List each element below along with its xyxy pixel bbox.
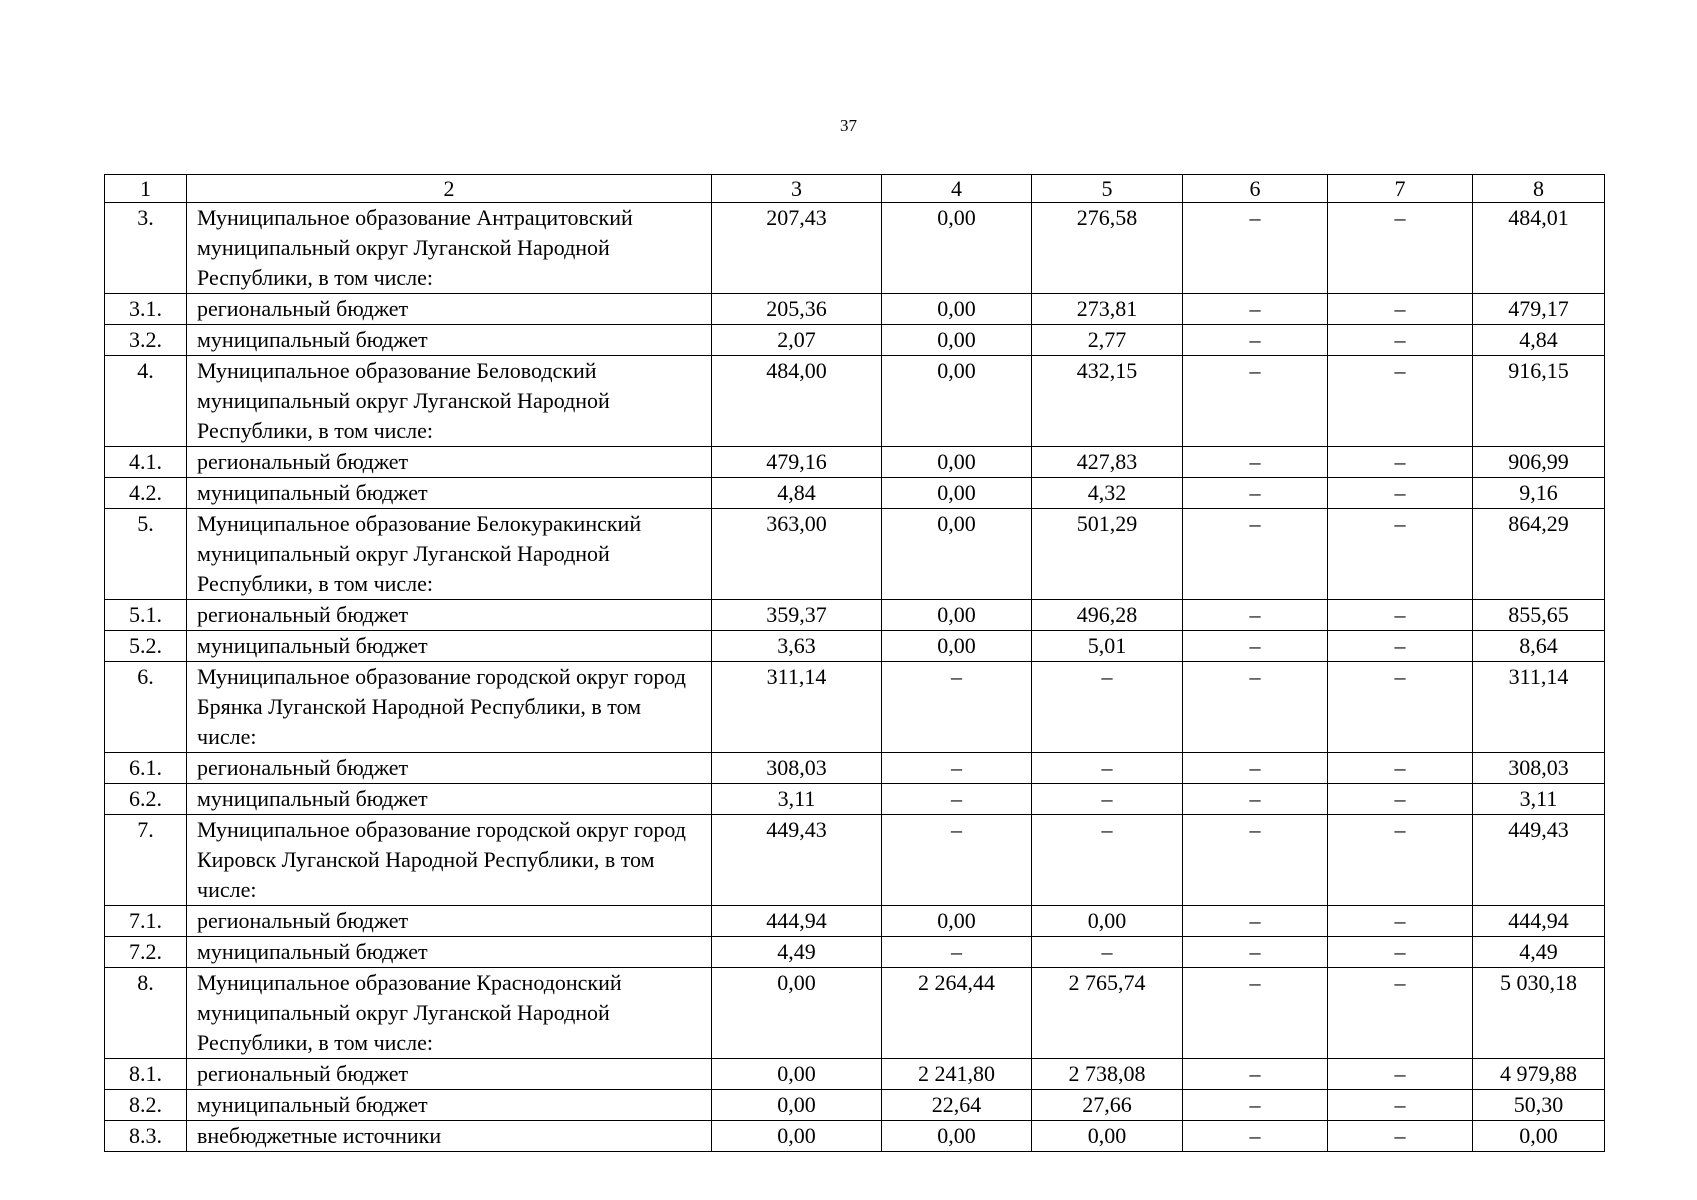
value-cell-col3: 0,00 [712,1090,882,1121]
value-cell-col4: 0,00 [882,294,1032,325]
table-row [105,600,1605,631]
row-number-cell: 5.2. [105,631,187,662]
row-name-cell: Муниципальное образование Беловодский муниципальный округ Луганской Народной Республики, в том числе: [187,356,712,447]
value-cell-col4: 22,64 [882,1090,1032,1121]
value-cell-col8: 311,14 [1473,662,1605,753]
value-cell-col3: 3,11 [712,784,882,815]
value-cell-col8: 4,84 [1473,325,1605,356]
value-cell-col7: – [1328,478,1473,509]
value-cell-col8: 444,94 [1473,906,1605,937]
value-cell-col8: 8,64 [1473,631,1605,662]
value-cell-col3: 207,43 [712,203,882,294]
value-cell-col4: – [882,753,1032,784]
value-cell-col5: 5,01 [1032,631,1183,662]
value-cell-col4: 0,00 [882,600,1032,631]
table-row [105,784,1605,815]
value-cell-col3: 0,00 [712,1059,882,1090]
row-number-cell: 8.2. [105,1090,187,1121]
value-cell-col5: – [1032,815,1183,906]
value-cell-col8: 0,00 [1473,1121,1605,1152]
row-name-cell: региональный бюджет [187,600,712,631]
value-cell-col8: 855,65 [1473,600,1605,631]
value-cell-col7: – [1328,753,1473,784]
value-cell-col6: – [1183,325,1328,356]
row-number-cell: 6. [105,662,187,753]
value-cell-col8: 484,01 [1473,203,1605,294]
value-cell-col6: – [1183,753,1328,784]
value-cell-col6: – [1183,1121,1328,1152]
value-cell-col7: – [1328,447,1473,478]
row-number-cell: 7. [105,815,187,906]
row-name-cell: муниципальный бюджет [187,1090,712,1121]
value-cell-col3: 484,00 [712,356,882,447]
value-cell-col7: – [1328,600,1473,631]
value-cell-col7: – [1328,203,1473,294]
budget-table [104,174,1605,1152]
value-cell-col6: – [1183,784,1328,815]
row-number-cell: 5. [105,509,187,600]
row-name-cell: Муниципальное образование Белокуракинский муниципальный округ Луганской Народной Республики, в том числе: [187,509,712,600]
table-row [105,662,1605,753]
value-cell-col3: 4,49 [712,937,882,968]
value-cell-col8: 864,29 [1473,509,1605,600]
value-cell-col4: 0,00 [882,631,1032,662]
table-row [105,631,1605,662]
row-name-cell: региональный бюджет [187,753,712,784]
value-cell-col5: 432,15 [1032,356,1183,447]
value-cell-col4: 0,00 [882,325,1032,356]
value-cell-col7: – [1328,906,1473,937]
column-number-row [105,175,1605,203]
column-header: 5 [1032,175,1183,203]
value-cell-col6: – [1183,1059,1328,1090]
value-cell-col6: – [1183,509,1328,600]
value-cell-col3: 3,63 [712,631,882,662]
row-number-cell: 3.1. [105,294,187,325]
value-cell-col3: 363,00 [712,509,882,600]
value-cell-col7: – [1328,937,1473,968]
column-header: 3 [712,175,882,203]
row-number-cell: 8.1. [105,1059,187,1090]
value-cell-col8: 308,03 [1473,753,1605,784]
row-number-cell: 7.1. [105,906,187,937]
row-number-cell: 7.2. [105,937,187,968]
value-cell-col3: 308,03 [712,753,882,784]
value-cell-col6: – [1183,356,1328,447]
value-cell-col3: 205,36 [712,294,882,325]
column-header: 8 [1473,175,1605,203]
value-cell-col4: 0,00 [882,1121,1032,1152]
value-cell-col6: – [1183,447,1328,478]
row-name-cell: Муниципальное образование городской округ город Брянка Луганской Народной Республики, в том числе: [187,662,712,753]
value-cell-col4: 0,00 [882,356,1032,447]
page-number: 37 [840,116,857,135]
table-row [105,906,1605,937]
table-row [105,325,1605,356]
table-row [105,509,1605,600]
table-row [105,815,1605,906]
value-cell-col8: 916,15 [1473,356,1605,447]
value-cell-col4: 2 264,44 [882,968,1032,1059]
row-number-cell: 6.2. [105,784,187,815]
value-cell-col7: – [1328,1121,1473,1152]
value-cell-col6: – [1183,815,1328,906]
row-name-cell: муниципальный бюджет [187,937,712,968]
table-row [105,478,1605,509]
value-cell-col8: 449,43 [1473,815,1605,906]
value-cell-col8: 50,30 [1473,1090,1605,1121]
value-cell-col5: 276,58 [1032,203,1183,294]
value-cell-col4: – [882,937,1032,968]
value-cell-col4: 0,00 [882,509,1032,600]
row-name-cell: муниципальный бюджет [187,325,712,356]
value-cell-col4: – [882,815,1032,906]
value-cell-col5: 2 738,08 [1032,1059,1183,1090]
value-cell-col7: – [1328,325,1473,356]
value-cell-col7: – [1328,1090,1473,1121]
row-number-cell: 4.1. [105,447,187,478]
row-name-cell: региональный бюджет [187,1059,712,1090]
value-cell-col5: 273,81 [1032,294,1183,325]
table-row [105,1090,1605,1121]
row-name-cell: муниципальный бюджет [187,784,712,815]
value-cell-col3: 0,00 [712,968,882,1059]
value-cell-col5: – [1032,662,1183,753]
value-cell-col6: – [1183,203,1328,294]
table-row [105,356,1605,447]
value-cell-col5: 0,00 [1032,1121,1183,1152]
value-cell-col5: – [1032,937,1183,968]
value-cell-col3: 0,00 [712,1121,882,1152]
value-cell-col6: – [1183,631,1328,662]
value-cell-col3: 2,07 [712,325,882,356]
value-cell-col5: 496,28 [1032,600,1183,631]
row-name-cell: Муниципальное образование Краснодонский муниципальный округ Луганской Народной Республики, в том числе: [187,968,712,1059]
value-cell-col3: 449,43 [712,815,882,906]
value-cell-col8: 9,16 [1473,478,1605,509]
column-header: 1 [105,175,187,203]
value-cell-col5: – [1032,784,1183,815]
table-body [105,175,1605,1152]
value-cell-col7: – [1328,968,1473,1059]
row-name-cell: внебюджетные источники [187,1121,712,1152]
value-cell-col5: 2,77 [1032,325,1183,356]
value-cell-col5: 4,32 [1032,478,1183,509]
row-name-cell: региональный бюджет [187,906,712,937]
column-header: 7 [1328,175,1473,203]
row-number-cell: 5.1. [105,600,187,631]
value-cell-col4: 0,00 [882,478,1032,509]
value-cell-col3: 444,94 [712,906,882,937]
value-cell-col7: – [1328,294,1473,325]
value-cell-col8: 4 979,88 [1473,1059,1605,1090]
value-cell-col7: – [1328,815,1473,906]
value-cell-col5: 27,66 [1032,1090,1183,1121]
value-cell-col6: – [1183,906,1328,937]
table-row [105,447,1605,478]
value-cell-col3: 311,14 [712,662,882,753]
column-header: 4 [882,175,1032,203]
value-cell-col6: – [1183,968,1328,1059]
value-cell-col6: – [1183,294,1328,325]
value-cell-col6: – [1183,1090,1328,1121]
value-cell-col4: 0,00 [882,447,1032,478]
value-cell-col7: – [1328,356,1473,447]
table-row [105,294,1605,325]
row-number-cell: 4.2. [105,478,187,509]
row-number-cell: 3. [105,203,187,294]
table-row [105,968,1605,1059]
value-cell-col6: – [1183,478,1328,509]
row-number-cell: 8.3. [105,1121,187,1152]
value-cell-col8: 479,17 [1473,294,1605,325]
value-cell-col7: – [1328,509,1473,600]
value-cell-col4: 0,00 [882,203,1032,294]
column-header: 6 [1183,175,1328,203]
row-name-cell: муниципальный бюджет [187,631,712,662]
value-cell-col5: 2 765,74 [1032,968,1183,1059]
value-cell-col4: 0,00 [882,906,1032,937]
value-cell-col6: – [1183,600,1328,631]
value-cell-col8: 3,11 [1473,784,1605,815]
value-cell-col3: 479,16 [712,447,882,478]
table-row [105,1121,1605,1152]
value-cell-col8: 5 030,18 [1473,968,1605,1059]
value-cell-col8: 4,49 [1473,937,1605,968]
row-number-cell: 8. [105,968,187,1059]
row-name-cell: Муниципальное образование городской округ город Кировск Луганской Народной Республики, в том числе: [187,815,712,906]
value-cell-col7: – [1328,784,1473,815]
table-row [105,753,1605,784]
value-cell-col4: – [882,662,1032,753]
value-cell-col6: – [1183,937,1328,968]
value-cell-col5: 0,00 [1032,906,1183,937]
column-header: 2 [187,175,712,203]
table-row [105,1059,1605,1090]
row-number-cell: 6.1. [105,753,187,784]
row-number-cell: 4. [105,356,187,447]
value-cell-col6: – [1183,662,1328,753]
value-cell-col4: 2 241,80 [882,1059,1032,1090]
value-cell-col4: – [882,784,1032,815]
row-number-cell: 3.2. [105,325,187,356]
row-name-cell: региональный бюджет [187,294,712,325]
table-row [105,203,1605,294]
value-cell-col7: – [1328,631,1473,662]
row-name-cell: региональный бюджет [187,447,712,478]
row-name-cell: муниципальный бюджет [187,478,712,509]
value-cell-col5: 501,29 [1032,509,1183,600]
table-row [105,937,1605,968]
row-name-cell: Муниципальное образование Антрацитовский муниципальный округ Луганской Народной Республики, в том числе: [187,203,712,294]
value-cell-col7: – [1328,662,1473,753]
value-cell-col3: 4,84 [712,478,882,509]
value-cell-col3: 359,37 [712,600,882,631]
value-cell-col5: – [1032,753,1183,784]
value-cell-col8: 906,99 [1473,447,1605,478]
value-cell-col5: 427,83 [1032,447,1183,478]
value-cell-col7: – [1328,1059,1473,1090]
